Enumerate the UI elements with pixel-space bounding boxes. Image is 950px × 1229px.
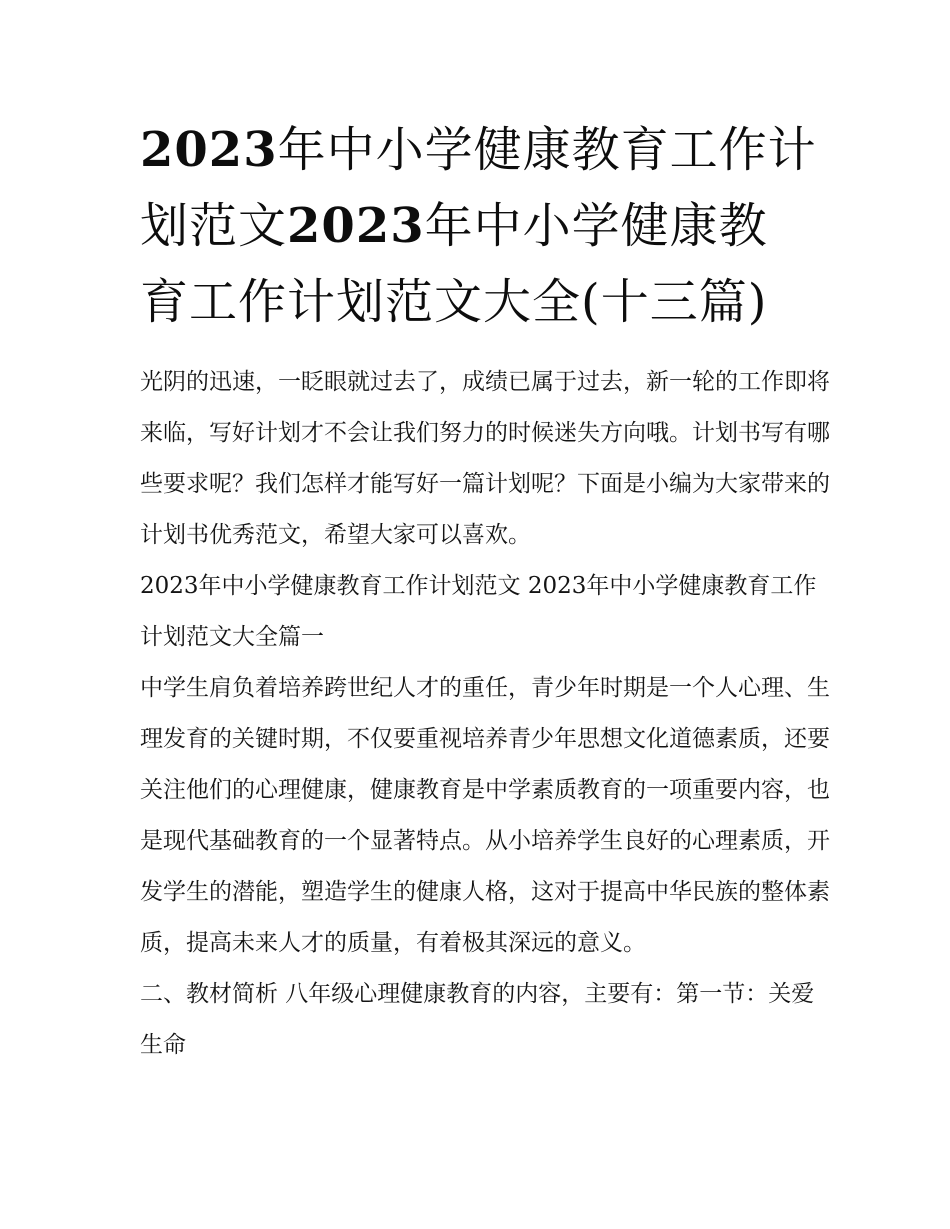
title-text-2a: 划范文 xyxy=(140,198,288,254)
page-title xyxy=(140,112,820,340)
title-text-3: 育工作计划范文大全(十三篇) xyxy=(140,274,768,330)
body-paragraph-1: 中学生肩负着培养跨世纪人才的重任，青少年时期是一个人心理、生理发育的关键时期，不仅要重视培养青少年思想文化道德素质，还要关注他们的心理健康，健康教育是中学素质教育的一项重要内容，也是现代基础教育的一个显著特点。从小培养学生良好的心理素质，开发学生的潜能，塑造学生的健康人格，这对于提高中华民族的整体素质，提高未来人才的质量，有着极其深远的意义。 xyxy=(140,675,830,956)
title-year-1: 2023 xyxy=(140,122,278,178)
title-year-2: 2023 xyxy=(287,198,425,254)
body-paragraph-2: 二、教材简析 八年级心理健康教育的内容，主要有：第一节：关爱生命 xyxy=(140,981,815,1058)
title-text-2b: 年中小学健康教 xyxy=(424,198,768,254)
title-text-1: 年中小学健康教育工作计 xyxy=(277,122,817,178)
section-heading-1: 2023年中小学健康教育工作计划范文 2023年中小学健康教育工作计划范文大全篇一 xyxy=(140,573,817,650)
intro-paragraph: 光阴的迅速，一眨眼就过去了，成绩已属于过去，新一轮的工作即将来临，写好计划才不会让我们努力的时候迷失方向哦。计划书写有哪些要求呢？我们怎样才能写好一篇计划呢？下面是小编为大家带来的计划书优秀范文，希望大家可以喜欢。 xyxy=(140,369,830,548)
document-body xyxy=(140,357,830,1071)
